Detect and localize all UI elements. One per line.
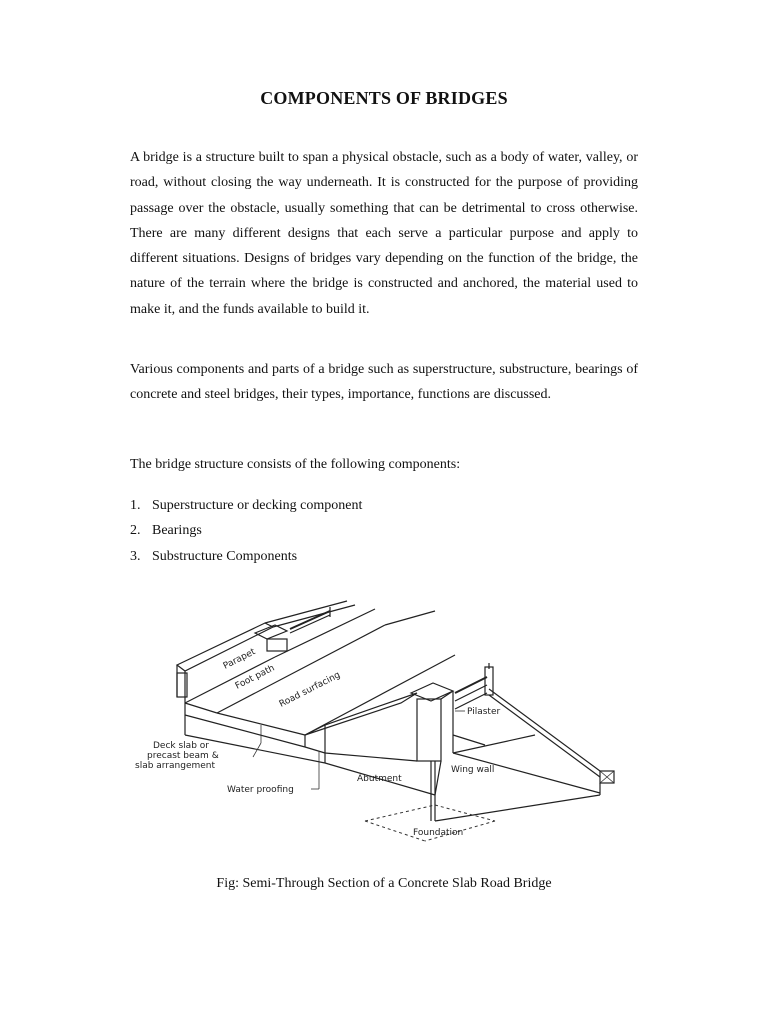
- list-item-text: Superstructure or decking component: [152, 498, 363, 513]
- list-item-text: Bearings: [152, 523, 202, 539]
- pilaster-label: Pilaster: [467, 707, 501, 717]
- bridge-diagram: [125, 585, 645, 845]
- near-kerb: [305, 693, 417, 753]
- abutment-label: Abutment: [357, 774, 402, 784]
- foundation-label: Foundation: [413, 828, 464, 838]
- figure-caption: Fig: Semi-Through Section of a Concrete Slab Road Bridge: [216, 876, 552, 891]
- intro-paragraph: A bridge is a structure built to span a physical obstacle, such as a body of water, valley, or road, without closing the way underneath. It is constructed for the purpose of providing passage over the obstacle, usually something that can be detrimental to cross otherwise. There are many different designs that each serve a particular purpose and apply to different situations. Designs of bridges vary depending on the function of the bridge, the nature of the terrain where the bridge is constructed and anchored, the material used to make it, and the funds available to build it.: [130, 150, 638, 317]
- water-proofing-label: Water proofing: [227, 785, 294, 795]
- list-item-number: 1.: [130, 498, 141, 513]
- list-item-text: Substructure Components: [152, 548, 298, 564]
- wing-wall-label: Wing wall: [451, 765, 495, 775]
- road-surfacing-label: Road surfacing: [277, 670, 343, 710]
- deck-slab-label-line2: precast beam &: [147, 751, 219, 761]
- components-list: [130, 493, 362, 569]
- list-item-number: 2.: [130, 523, 141, 539]
- list-item: [130, 493, 362, 518]
- parapet-label: Parapet: [221, 647, 258, 672]
- list-item-number: 3.: [130, 548, 141, 564]
- structure-lead-paragraph: The bridge structure consists of the following components:: [130, 457, 461, 472]
- bridge-diagram-svg: [125, 585, 645, 845]
- components-intro-paragraph: Various components and parts of a bridge such as superstructure, substructure, bearings of concrete and steel bridges, their types, importance, functions are discussed.: [130, 362, 638, 403]
- deck-slab-label-line1: Deck slab or: [153, 741, 209, 751]
- list-item: [130, 544, 362, 569]
- page-title: COMPONENTS OF BRIDGES: [260, 88, 508, 108]
- list-item: [130, 518, 362, 543]
- deck-slab-label-line3: slab arrangement: [135, 761, 216, 771]
- wing-wall: [435, 689, 614, 821]
- abutment: [185, 715, 435, 821]
- foot-path-label: Foot path: [233, 663, 277, 692]
